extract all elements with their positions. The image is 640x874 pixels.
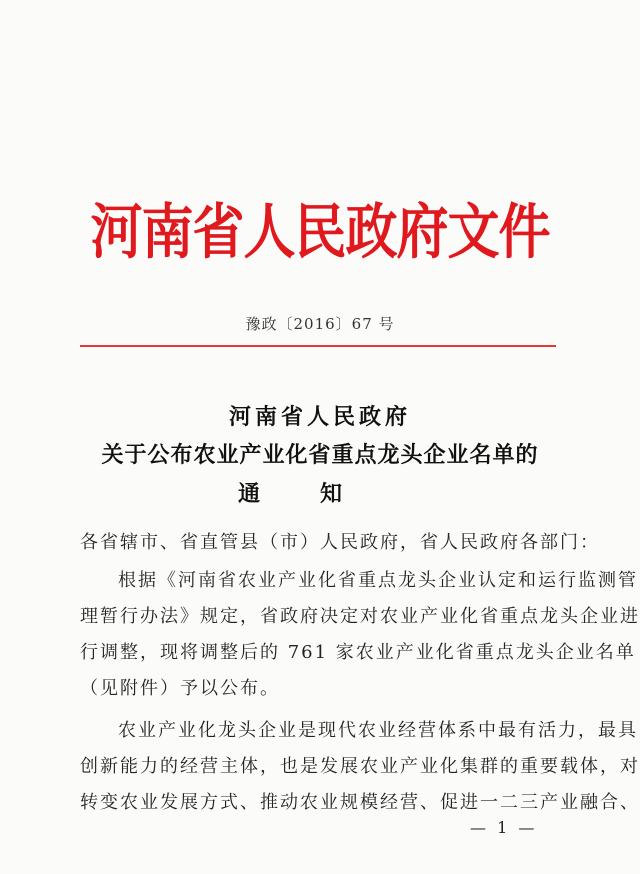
document-number: 豫政〔2016〕67 号 xyxy=(245,315,395,333)
body-line: 农业产业化龙头企业是现代农业经营体系中最有活力，最具 xyxy=(118,720,638,741)
title-subject: 关于公布农业产业化省重点龙头企业名单的 xyxy=(101,442,539,468)
salutation: 各省辖市、省直管县（市）人民政府，省人民政府各部门： xyxy=(80,532,600,553)
body-line: 行调整，现将调整后的 761 家农业产业化省重点龙头企业名单 xyxy=(80,642,636,663)
body-line: 创新能力的经营主体，也是发展农业产业化集群的重要载体，对 xyxy=(80,756,640,777)
body-line: （见附件）予以公布。 xyxy=(80,678,280,699)
title-notice: 通知 xyxy=(237,481,402,507)
body-line: 根据《河南省农业产业化省重点龙头企业认定和运行监测管 xyxy=(118,570,638,591)
title-issuer: 河南省人民政府 xyxy=(228,404,411,430)
document-red-header: 河南省人民政府文件 xyxy=(90,198,550,268)
page-number: — 1 — xyxy=(470,818,538,837)
red-divider xyxy=(80,345,556,347)
body-line: 转变农业发展方式、推动农业规模经营、促进一二三产业融合、 xyxy=(80,792,640,813)
body-line: 理暂行办法》规定，省政府决定对农业产业化省重点龙头企业进 xyxy=(80,606,640,627)
